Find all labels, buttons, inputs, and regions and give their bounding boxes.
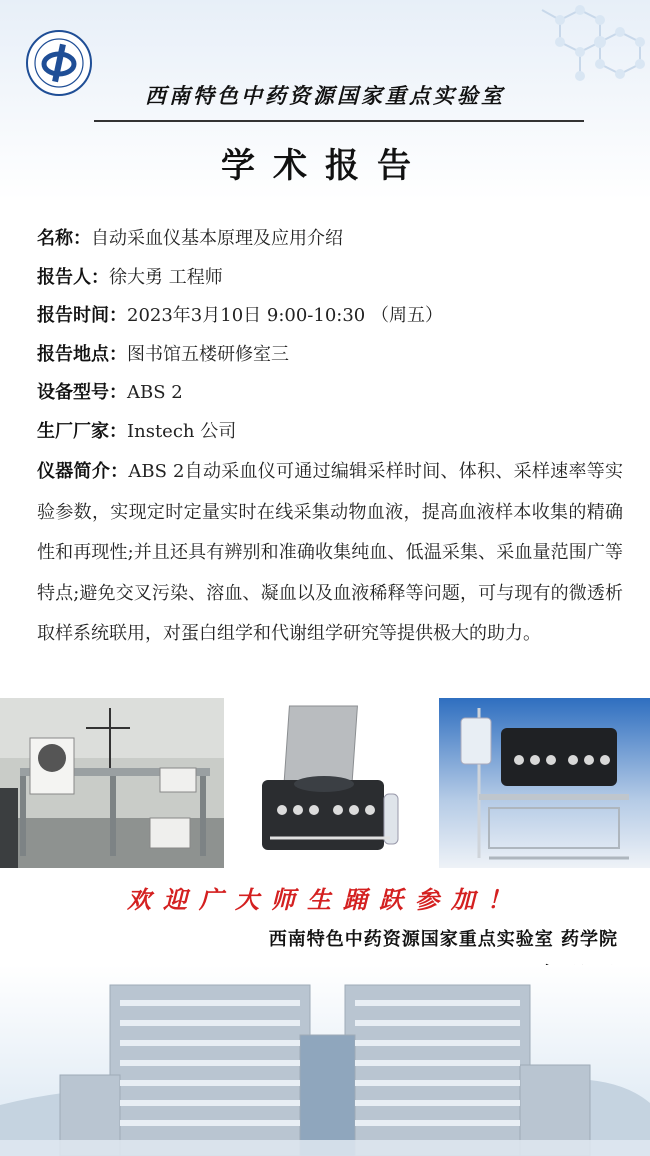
header: [0, 0, 650, 200]
info-row-maker: [37, 413, 625, 452]
info-row-place: [37, 336, 625, 375]
model-value: ABS 2: [127, 382, 183, 403]
report-title: 学术报告: [221, 146, 429, 186]
info-row-speaker: [37, 259, 625, 298]
info-row-time: [37, 297, 625, 336]
intro-label: 仪器简介：: [37, 461, 129, 482]
lab-bench-photo: [0, 698, 224, 868]
intro-text: ABS 2自动采血仪可通过编辑采样时间、体积、采样速率等实验参数，实现定时定量实时在线采集动物血液，提高血液样本收集的精确性和再现性;并且还具有辨别和准确收集纯血、低温采集、采血量范围广等特点;避免交叉污染、溶血、凝血以及血液稀释等问题，可与现有的微透析取样系统联用，对蛋白组学和代谢组学研究等提供极大的助力。: [37, 461, 624, 644]
organizer: 西南特色中药资源国家重点实验室 药学院: [268, 929, 618, 950]
name-label: 名称：: [37, 228, 91, 249]
maker-label: 生厂厂家：: [37, 420, 127, 442]
instrument-intro: [37, 452, 623, 655]
speaker-value: 徐大勇 工程师: [109, 266, 223, 288]
info-row-name: [37, 220, 625, 259]
equipment-photos: [0, 698, 650, 868]
abs2-device-photo: [240, 698, 420, 868]
lab-name: 西南特色中药资源国家重点实验室: [145, 83, 505, 108]
name-value: 自动采血仪基本原理及应用介绍: [91, 228, 343, 249]
campus-building-image: [0, 965, 650, 1156]
model-label: 设备型号：: [37, 382, 127, 403]
header-divider: [94, 120, 584, 122]
maker-value: Instech 公司: [127, 420, 237, 442]
place-label: 报告地点：: [37, 343, 127, 365]
speaker-label: 报告人：: [37, 266, 109, 288]
report-info: [37, 220, 625, 451]
time-value: 2023年3月10日 9:00-10:30 （周五）: [127, 305, 443, 326]
welcome-message: 欢迎广大师生踊跃参加！: [127, 885, 523, 914]
place-value: 图书馆五楼研修室三: [127, 343, 289, 365]
time-label: 报告时间：: [37, 305, 127, 326]
abs2-setup-photo: [439, 698, 650, 868]
info-row-model: [37, 374, 625, 413]
